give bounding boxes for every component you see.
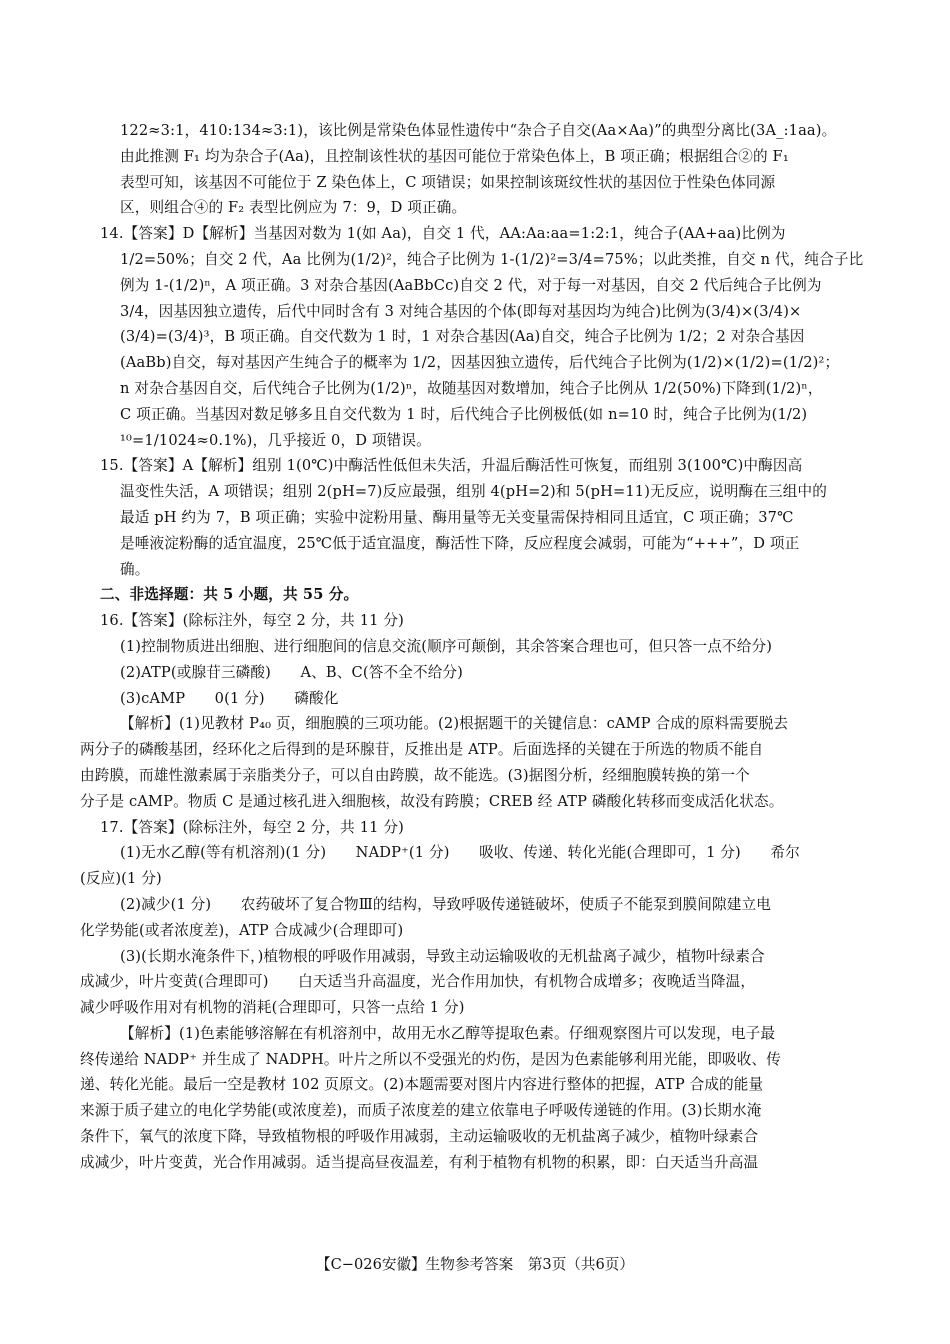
section-heading: 二、非选择题：共 5 小题，共 55 分。 [100, 586, 359, 604]
text-line: (3/4)=(3/4)³，B 项正确。自交代数为 1 时，1 对杂合基因(Aa)自交，纯合子比例为 1/2；2 对杂合基因 [120, 328, 805, 346]
text-line: (3)(长期水淹条件下，)植物根的呼吸作用减弱，导致主动运输吸收的无机盐离子减少，植物叶绿素合 [120, 947, 765, 965]
text-line: (AaBb)自交，每对基因产生纯合子的概率为 1/2，因基因独立遗传，后代纯合子比例为(1/2)×(1/2)=(1/2)²； [120, 354, 840, 372]
text-line: 化学势能(或者浓度差)，ATP 合成减少(合理即可) [80, 921, 404, 939]
text-line: 成减少，叶片变黄，光合作用减弱。适当提高昼夜温差，有利于植物有机物的积累，即：白天适当升高温 [80, 1153, 759, 1171]
text-line: 【解析】(1)见教材 P₄₀ 页，细胞膜的三项功能。(2)根据题干的关键信息：cAMP 合成的原料需要脱去 [120, 715, 789, 733]
text-line: (1)无水乙醇(等有机溶剂)(1 分) NADP⁺(1 分) 吸收、传递、转化光能(合理即可，1 分) 希尔 [120, 844, 800, 862]
text-line: 最适 pH 约为 7，B 项正确；实验中淀粉用量、酶用量等无关变量需保持相同且适宜，C 项正确；37℃ [120, 508, 794, 526]
text-line: 温变性失活，A 项错误；组别 2(pH=7)反应最强，组别 4(pH=2)和 5(pH=11)无反应，说明酶在三组中的 [120, 483, 827, 501]
text-line: 分子是 cAMP。物质 C 是通过核孔进入细胞核，故没有跨膜；CREB 经 ATP 磷酸化转移而变成活化状态。 [80, 792, 784, 810]
text-line: 终传递给 NADP⁺ 并生成了 NADPH。叶片之所以不受强光的灼伤，是因为色素能够利用光能，即吸收、传 [80, 1050, 781, 1068]
text-line: 由跨膜，而雄性激素属于亲脂类分子，可以自由跨膜，故不能选。(3)据图分析，经细胞膜转换的第一个 [80, 766, 750, 784]
text-line: 1/2=50%；自交 2 代，Aa 比例为(1/2)²，纯合子比例为 1-(1/2)²=3/4=75%；以此类推，自交 n 代，纯合子比 [120, 250, 864, 268]
question-15-answer: 15.【答案】A【解析】组别 1(0℃)中酶活性低但未失活，升温后酶活性可恢复，而组别 3(100℃)中酶因高 [100, 457, 803, 475]
text-line: 条件下，氧气的浓度下降，导致植物根的呼吸作用减弱，主动运输吸收的无机盐离子减少，植物叶绿素合 [80, 1128, 759, 1146]
text-line: 减少呼吸作用对有机物的消耗(合理即可，只答一点给 1 分) [80, 999, 465, 1017]
text-line: 【解析】(1)色素能够溶解在有机溶剂中，故用无水乙醇等提取色素。仔细观察图片可以发现，电子最 [120, 1024, 776, 1042]
text-line: 122≈3:1，410:134≈3:1)，该比例是常染色体显性遗传中“杂合子自交(Aa×Aa)”的典型分离比(3A_:1aa)。 [120, 122, 837, 139]
text-line: 例为 1-(1/2)ⁿ，A 项正确。3 对杂合基因(AaBbCc)自交 2 代，对于每一对基因，自交 2 代后纯合子比例为 [120, 276, 822, 294]
text-line: 两分子的磷酸基团，经环化之后得到的是环腺苷，反推出是 ATP。后面选择的关键在于所选的物质不能自 [80, 741, 764, 759]
text-line: 来源于质子建立的电化学势能(或浓度差)，而质子浓度差的建立依靠电子呼吸传递链的作用。(3)长期水淹 [80, 1102, 762, 1120]
text-line: 是唾液淀粉酶的适宜温度，25℃低于适宜温度，酶活性下降，反应程度会减弱，可能为“+++”，D 项正 [120, 534, 800, 552]
text-line: n 对杂合基因自交，后代纯合子比例为(1/2)ⁿ，故随基因对数增加，纯合子比例从 1/2(50%)下降到(1/2)ⁿ， [120, 379, 823, 397]
text-line: (2)ATP(或腺苷三磷酸) A、B、C(答不全不给分) [120, 663, 464, 681]
text-line: 确。 [120, 560, 150, 578]
text-line: 递、转化光能。最后一空是教材 102 页原文。(2)本题需要对图片内容进行整体的把握，ATP 合成的能量 [80, 1076, 764, 1094]
text-line: (反应)(1 分) [80, 870, 162, 888]
text-line: 表型可知，该基因不可能位于 Z 染色体上，C 项错误；如果控制该斑纹性状的基因位于性染色体同源 [120, 173, 776, 191]
text-line: 由此推测 F₁ 均为杂合子(Aa)，且控制该性状的基因可能位于常染色体上，B 项正确；根据组合②的 F₁ [120, 147, 789, 165]
text-line: ¹⁰=1/1024≈0.1%)，几乎接近 0，D 项错误。 [120, 431, 431, 449]
question-14-answer: 14.【答案】D【解析】当基因对数为 1(如 Aa)，自交 1 代，AA:Aa:aa=1:2:1，纯合子(AA+aa)比例为 [100, 225, 786, 243]
answer-text-body [80, 118, 870, 1176]
text-line: (3)cAMP 0(1 分) 磷酸化 [120, 689, 339, 707]
text-line: (1)控制物质进出细胞、进行细胞间的信息交流(顺序可颠倒，其余答案合理也可，但只答一点不给分) [120, 637, 773, 655]
question-16-answer: 16.【答案】(除标注外，每空 2 分，共 11 分) [100, 612, 404, 630]
text-line: 成减少，叶片变黄(合理即可) 白天适当升高温度，光合作用加快，有机物合成增多；夜晚适当降温， [80, 973, 756, 991]
page-footer: 【C−026安徽】生物参考答案 第3页（共6页） [316, 1256, 634, 1273]
question-17-answer: 17.【答案】(除标注外，每空 2 分，共 11 分) [100, 818, 404, 836]
text-line: 区，则组合④的 F₂ 表型比例应为 7：9，D 项正确。 [120, 199, 467, 217]
text-line: C 项正确。当基因对数足够多且自交代数为 1 时，后代纯合子比例极低(如 n=10 时，纯合子比例为(1/2) [120, 405, 808, 423]
text-line: 3/4，因基因独立遗传，后代中同时含有 3 对纯合基因的个体(即每对基因均为纯合)比例为(3/4)×(3/4)× [120, 302, 802, 320]
text-line: (2)减少(1 分) 农药破坏了复合物Ⅲ的结构，导致呼吸传递链破坏，使质子不能泵到膜间隙建立电 [120, 895, 772, 913]
